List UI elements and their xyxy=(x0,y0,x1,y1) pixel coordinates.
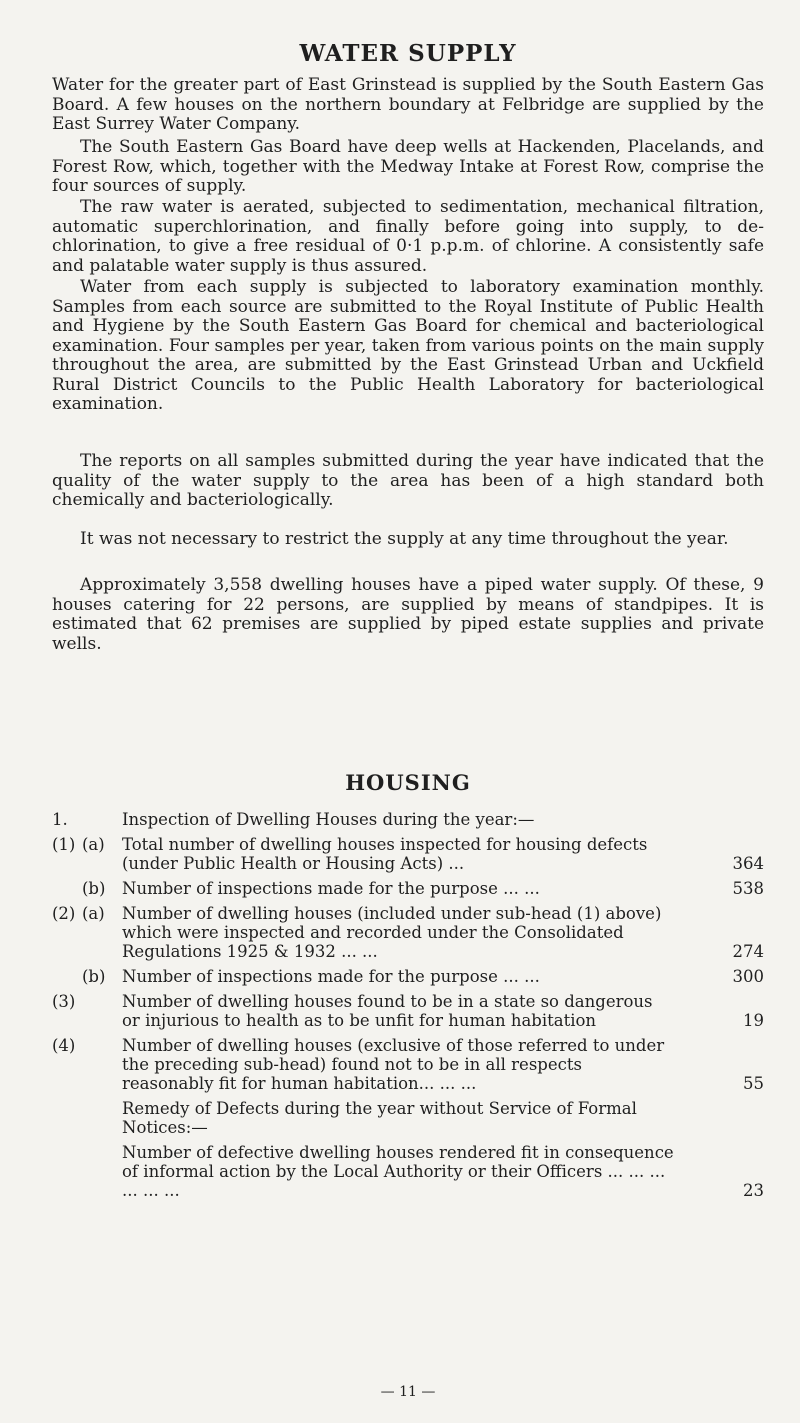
water-paragraph: The raw water is aerated, subjected to sedimentation, mechanical filtration, automatic superchlorination, and finally before going into supply, to de-chlorination, to give a free residual of 0·1 p.p.m. of chlorine. A consistently safe and palatable water supply is thus assured. xyxy=(52,197,764,276)
water-paragraph: Water for the greater part of East Grinstead is supplied by the South Eastern Gas Board. A few houses on the northern boundary at Felbridge are supplied by the East Surrey Water Company. xyxy=(52,75,764,134)
water-supply-heading: WATER SUPPLY xyxy=(299,40,517,67)
water-paragraph: The reports on all samples submitted during the year have indicated that the quality of the water supply to the area has been of a high standard both chemically and bacteriologically. xyxy=(52,451,764,510)
water-paragraph: The South Eastern Gas Board have deep wells at Hackenden, Placelands, and Forest Row, which, together with the Medway Intake at Forest Row, comprise the four sources of supply. xyxy=(52,137,764,196)
housing-items xyxy=(52,810,764,1206)
housing-item: Number of defective dwelling houses rendered fit in consequence of informal action by the Local Authority or their Officers ... ... ... ... ... ... 23 xyxy=(122,1143,764,1200)
housing-item: 1. Inspection of Dwelling Houses during the year:— xyxy=(52,810,535,829)
housing-item: (2) (a) Number of dwelling houses (included under sub-head (1) above) which were inspected and recorded under the Consolidated Regulations 1925 & 1932 ... ... 274 xyxy=(52,904,764,961)
housing-item: (3) Number of dwelling houses found to be in a state so dangerous or injurious to health as to be unfit for human habitation 19 xyxy=(52,992,764,1030)
housing-item: Remedy of Defects during the year without Service of Formal Notices:— xyxy=(122,1099,637,1137)
housing-item: (4) Number of dwelling houses (exclusive of those referred to under the preceding sub-head) found not to be in all respects reasonably fit for human habitation... ... ... 55 xyxy=(52,1036,764,1093)
housing-item: (b) Number of inspections made for the purpose ... ... 538 xyxy=(82,879,764,898)
page-number: — 11 — xyxy=(380,1384,436,1400)
housing-heading: HOUSING xyxy=(345,770,471,795)
water-paragraph: It was not necessary to restrict the supply at any time throughout the year. xyxy=(80,529,729,549)
housing-item: (1) (a) Total number of dwelling houses inspected for housing defects (under Public Health or Housing Acts) ... 364 xyxy=(52,835,764,873)
housing-item: (b) Number of inspections made for the purpose ... ... 300 xyxy=(82,967,764,986)
water-paragraph: Approximately 3,558 dwelling houses have a piped water supply. Of these, 9 houses catering for 22 persons, are supplied by means of standpipes. It is estimated that 62 premises are supplied by piped estate supplies and private wells. xyxy=(52,575,764,654)
water-paragraph: Water from each supply is subjected to laboratory examination monthly. Samples from each source are submitted to the Royal Institute of Public Health and Hygiene by the South Eastern Gas Board for chemical and bacteriological examination. Four samples per year, taken from various points on the main supply throughout the area, are submitted by the East Grinstead Urban and Uckfield Rural District Councils to the Public Health Laboratory for bacteriological examination. xyxy=(52,277,764,414)
